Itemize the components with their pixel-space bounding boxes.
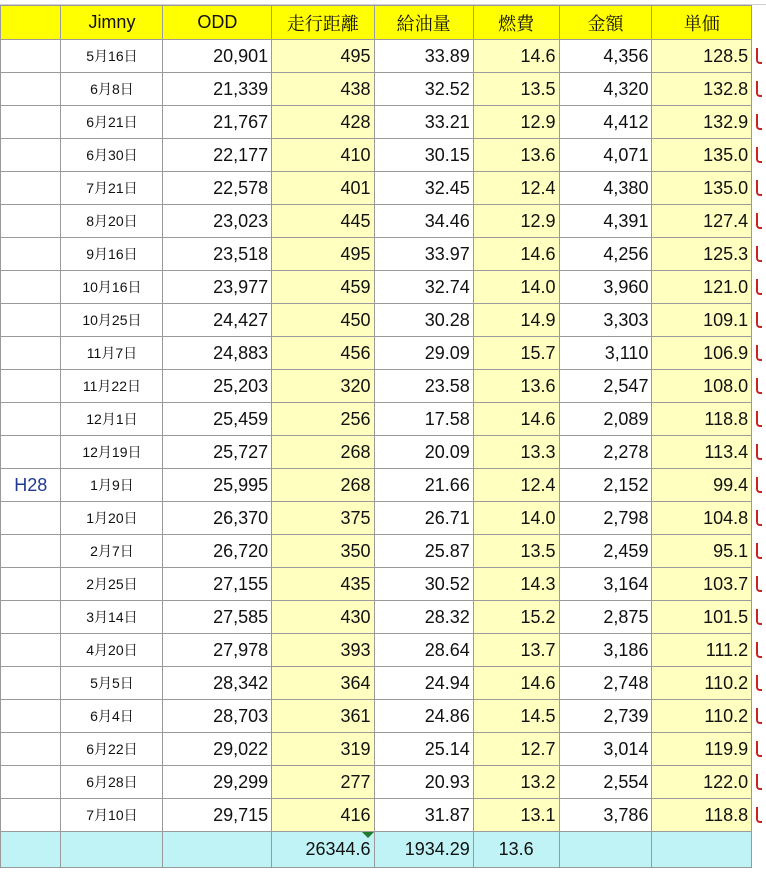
offscreen-cell: [752, 304, 766, 337]
fuel-cell[interactable]: 30.15: [374, 139, 473, 172]
date-cell[interactable]: 5月16日: [61, 40, 163, 73]
economy-cell[interactable]: 13.3: [473, 436, 559, 469]
economy-cell[interactable]: 13.1: [473, 799, 559, 832]
date-cell[interactable]: 7月10日: [61, 799, 163, 832]
overflow-indicator-icon: [756, 114, 762, 130]
date-cell[interactable]: 6月28日: [61, 766, 163, 799]
table-row: [1, 700, 766, 733]
overflow-indicator-icon: [756, 510, 762, 526]
overflow-indicator-icon: [756, 774, 762, 790]
offscreen-cell: [752, 271, 766, 304]
unit-price-cell[interactable]: 111.2: [652, 634, 752, 667]
odd-cell[interactable]: 26,370: [163, 502, 272, 535]
date-cell[interactable]: 1月20日: [61, 502, 163, 535]
header-cell-distance[interactable]: 走行距離: [272, 6, 374, 40]
formula-marker-icon: [362, 832, 374, 838]
amount-cell[interactable]: 4,320: [559, 73, 652, 106]
table-row: [1, 172, 766, 205]
era-cell[interactable]: [1, 271, 61, 304]
amount-cell[interactable]: 3,164: [559, 568, 652, 601]
fuel-cell[interactable]: 33.89: [374, 40, 473, 73]
era-cell[interactable]: [1, 700, 61, 733]
date-cell[interactable]: 11月7日: [61, 337, 163, 370]
unit-price-cell[interactable]: 119.9: [652, 733, 752, 766]
odd-cell[interactable]: 21,339: [163, 73, 272, 106]
amount-cell[interactable]: 2,547: [559, 370, 652, 403]
amount-cell[interactable]: 3,303: [559, 304, 652, 337]
economy-cell[interactable]: 15.2: [473, 601, 559, 634]
offscreen-cell: [752, 469, 766, 502]
overflow-indicator-icon: [756, 312, 762, 328]
era-cell[interactable]: [1, 766, 61, 799]
distance-cell[interactable]: 445: [272, 205, 374, 238]
odd-cell[interactable]: 27,978: [163, 634, 272, 667]
distance-cell[interactable]: 401: [272, 172, 374, 205]
odd-cell[interactable]: 25,995: [163, 469, 272, 502]
offscreen-cell: [752, 73, 766, 106]
overflow-indicator-icon: [756, 741, 762, 757]
fuel-cell[interactable]: 29.09: [374, 337, 473, 370]
era-cell[interactable]: [1, 403, 61, 436]
overflow-indicator-icon: [756, 543, 762, 559]
odd-cell[interactable]: 28,703: [163, 700, 272, 733]
overflow-indicator-icon: [756, 609, 762, 625]
date-cell[interactable]: 6月30日: [61, 139, 163, 172]
overflow-indicator-icon: [756, 411, 762, 427]
totals-row: [1, 832, 766, 868]
unit-price-cell[interactable]: 110.2: [652, 700, 752, 733]
table-row: [1, 106, 766, 139]
odd-cell[interactable]: 22,578: [163, 172, 272, 205]
era-cell[interactable]: [1, 40, 61, 73]
unit-price-cell[interactable]: 122.0: [652, 766, 752, 799]
offscreen-cell: [752, 6, 766, 40]
era-cell[interactable]: [1, 502, 61, 535]
header-cell-fuel[interactable]: 給油量: [374, 6, 473, 40]
fuel-cell[interactable]: 33.21: [374, 106, 473, 139]
header-cell-amount[interactable]: 金額: [559, 6, 652, 40]
economy-cell[interactable]: 14.0: [473, 502, 559, 535]
amount-cell[interactable]: 4,356: [559, 40, 652, 73]
unit-price-cell[interactable]: 95.1: [652, 535, 752, 568]
offscreen-cell: [752, 568, 766, 601]
overflow-indicator-icon: [756, 48, 762, 64]
fuel-cell[interactable]: 31.87: [374, 799, 473, 832]
economy-cell[interactable]: 12.4: [473, 469, 559, 502]
distance-cell[interactable]: 277: [272, 766, 374, 799]
distance-cell[interactable]: 438: [272, 73, 374, 106]
date-cell[interactable]: 4月20日: [61, 634, 163, 667]
odd-cell[interactable]: 24,883: [163, 337, 272, 370]
table-row: [1, 733, 766, 766]
fuel-cell[interactable]: 32.45: [374, 172, 473, 205]
total-cell-date[interactable]: [61, 832, 163, 868]
amount-cell[interactable]: 3,014: [559, 733, 652, 766]
era-cell[interactable]: [1, 304, 61, 337]
unit-price-cell[interactable]: 127.4: [652, 205, 752, 238]
distance-cell[interactable]: 350: [272, 535, 374, 568]
offscreen-cell: [752, 700, 766, 733]
header-cell-unit-price[interactable]: 単価: [652, 6, 752, 40]
unit-price-cell[interactable]: 110.2: [652, 667, 752, 700]
amount-cell[interactable]: 2,798: [559, 502, 652, 535]
economy-cell[interactable]: 14.3: [473, 568, 559, 601]
era-cell[interactable]: [1, 337, 61, 370]
total-cell-odd[interactable]: [163, 832, 272, 868]
table-row: [1, 337, 766, 370]
economy-cell[interactable]: 14.6: [473, 40, 559, 73]
table-row: [1, 73, 766, 106]
offscreen-cell: [752, 535, 766, 568]
unit-price-cell[interactable]: 121.0: [652, 271, 752, 304]
amount-cell[interactable]: 2,278: [559, 436, 652, 469]
fuel-cell[interactable]: 23.58: [374, 370, 473, 403]
distance-cell[interactable]: 456: [272, 337, 374, 370]
economy-cell[interactable]: 12.7: [473, 733, 559, 766]
unit-price-cell[interactable]: 106.9: [652, 337, 752, 370]
offscreen-cell: [752, 436, 766, 469]
total-fuel-cell[interactable]: 1934.29: [374, 832, 473, 868]
era-cell[interactable]: [1, 733, 61, 766]
fuel-cell[interactable]: 20.93: [374, 766, 473, 799]
economy-cell[interactable]: 14.6: [473, 238, 559, 271]
era-cell[interactable]: [1, 601, 61, 634]
odd-cell[interactable]: 29,022: [163, 733, 272, 766]
overflow-indicator-icon: [756, 81, 762, 97]
odd-cell[interactable]: 28,342: [163, 667, 272, 700]
offscreen-cell: [752, 205, 766, 238]
date-cell[interactable]: 6月8日: [61, 73, 163, 106]
odd-cell[interactable]: 20,901: [163, 40, 272, 73]
odd-cell[interactable]: 22,177: [163, 139, 272, 172]
economy-cell[interactable]: 15.7: [473, 337, 559, 370]
amount-cell[interactable]: 4,391: [559, 205, 652, 238]
fuel-cell[interactable]: 33.97: [374, 238, 473, 271]
fuel-cell[interactable]: 24.86: [374, 700, 473, 733]
unit-price-cell[interactable]: 118.8: [652, 403, 752, 436]
distance-cell[interactable]: 256: [272, 403, 374, 436]
distance-cell[interactable]: 495: [272, 40, 374, 73]
table-row: [1, 271, 766, 304]
economy-cell[interactable]: 14.5: [473, 700, 559, 733]
era-cell[interactable]: [1, 238, 61, 271]
economy-cell[interactable]: 14.6: [473, 667, 559, 700]
table-row: [1, 436, 766, 469]
economy-cell[interactable]: 12.9: [473, 205, 559, 238]
odd-cell[interactable]: 21,767: [163, 106, 272, 139]
overflow-indicator-icon: [756, 807, 762, 823]
overflow-indicator-icon: [756, 246, 762, 262]
fuel-cell[interactable]: 32.52: [374, 73, 473, 106]
offscreen-cell: [752, 337, 766, 370]
date-cell[interactable]: 10月25日: [61, 304, 163, 337]
amount-cell[interactable]: 2,875: [559, 601, 652, 634]
date-cell[interactable]: 2月7日: [61, 535, 163, 568]
date-cell[interactable]: 6月21日: [61, 106, 163, 139]
economy-cell[interactable]: 13.5: [473, 535, 559, 568]
offscreen-cell: [752, 832, 766, 868]
table-row: [1, 766, 766, 799]
fuel-cell[interactable]: 20.09: [374, 436, 473, 469]
economy-cell[interactable]: 13.2: [473, 766, 559, 799]
economy-cell[interactable]: 12.9: [473, 106, 559, 139]
distance-cell[interactable]: 361: [272, 700, 374, 733]
overflow-indicator-icon: [756, 444, 762, 460]
offscreen-cell: [752, 403, 766, 436]
table-row: [1, 139, 766, 172]
offscreen-cell: [752, 634, 766, 667]
distance-cell[interactable]: 435: [272, 568, 374, 601]
fuel-cell[interactable]: 25.14: [374, 733, 473, 766]
economy-cell[interactable]: 13.7: [473, 634, 559, 667]
fuel-cell[interactable]: 34.46: [374, 205, 473, 238]
table-row: [1, 799, 766, 832]
era-cell[interactable]: [1, 139, 61, 172]
economy-cell[interactable]: 12.4: [473, 172, 559, 205]
fuel-log-table: [0, 5, 766, 868]
unit-price-cell[interactable]: 135.0: [652, 172, 752, 205]
amount-cell[interactable]: 4,071: [559, 139, 652, 172]
date-cell[interactable]: 5月5日: [61, 667, 163, 700]
offscreen-cell: [752, 238, 766, 271]
date-cell[interactable]: 6月22日: [61, 733, 163, 766]
total-cell-era[interactable]: [1, 832, 61, 868]
distance-cell[interactable]: 268: [272, 436, 374, 469]
amount-cell[interactable]: 2,089: [559, 403, 652, 436]
distance-cell[interactable]: 430: [272, 601, 374, 634]
amount-cell[interactable]: 3,186: [559, 634, 652, 667]
odd-cell[interactable]: 27,155: [163, 568, 272, 601]
era-cell[interactable]: [1, 73, 61, 106]
economy-cell[interactable]: 13.5: [473, 73, 559, 106]
offscreen-cell: [752, 106, 766, 139]
overflow-indicator-icon: [756, 708, 762, 724]
table-row: [1, 601, 766, 634]
table-row: [1, 304, 766, 337]
average-economy-cell[interactable]: 13.6: [473, 832, 559, 868]
era-cell[interactable]: [1, 667, 61, 700]
table-row: [1, 667, 766, 700]
date-cell[interactable]: 12月1日: [61, 403, 163, 436]
economy-cell[interactable]: 14.6: [473, 403, 559, 436]
date-cell[interactable]: 9月16日: [61, 238, 163, 271]
unit-price-cell[interactable]: 132.8: [652, 73, 752, 106]
odd-cell[interactable]: 27,585: [163, 601, 272, 634]
date-cell[interactable]: 2月25日: [61, 568, 163, 601]
odd-cell[interactable]: 26,720: [163, 535, 272, 568]
odd-cell[interactable]: 24,427: [163, 304, 272, 337]
amount-cell[interactable]: 2,748: [559, 667, 652, 700]
table-row: [1, 403, 766, 436]
economy-cell[interactable]: 13.6: [473, 139, 559, 172]
era-cell[interactable]: [1, 535, 61, 568]
offscreen-cell: [752, 502, 766, 535]
fuel-cell[interactable]: 28.64: [374, 634, 473, 667]
table-row: [1, 502, 766, 535]
odd-cell[interactable]: 29,299: [163, 766, 272, 799]
era-cell[interactable]: [1, 205, 61, 238]
date-cell[interactable]: 12月19日: [61, 436, 163, 469]
date-cell[interactable]: 8月20日: [61, 205, 163, 238]
overflow-indicator-icon: [756, 345, 762, 361]
fuel-cell[interactable]: 25.87: [374, 535, 473, 568]
fuel-cell[interactable]: 30.52: [374, 568, 473, 601]
amount-cell[interactable]: 4,412: [559, 106, 652, 139]
table-row: [1, 469, 766, 502]
fuel-cell[interactable]: 26.71: [374, 502, 473, 535]
era-cell[interactable]: [1, 370, 61, 403]
distance-cell[interactable]: 428: [272, 106, 374, 139]
unit-price-cell[interactable]: 99.4: [652, 469, 752, 502]
date-cell[interactable]: 11月22日: [61, 370, 163, 403]
header-cell-economy[interactable]: 燃費: [473, 6, 559, 40]
distance-cell[interactable]: 416: [272, 799, 374, 832]
offscreen-cell: [752, 733, 766, 766]
odd-cell[interactable]: 25,727: [163, 436, 272, 469]
odd-cell[interactable]: 23,023: [163, 205, 272, 238]
unit-price-cell[interactable]: 101.5: [652, 601, 752, 634]
distance-cell[interactable]: 393: [272, 634, 374, 667]
era-cell[interactable]: [1, 568, 61, 601]
offscreen-cell: [752, 172, 766, 205]
unit-price-cell[interactable]: 125.3: [652, 238, 752, 271]
distance-cell[interactable]: 268: [272, 469, 374, 502]
table-row: [1, 238, 766, 271]
offscreen-cell: [752, 667, 766, 700]
distance-cell[interactable]: 364: [272, 667, 374, 700]
amount-cell[interactable]: 4,256: [559, 238, 652, 271]
era-cell[interactable]: [1, 106, 61, 139]
odd-cell[interactable]: 25,459: [163, 403, 272, 436]
total-cell-unit-price[interactable]: [652, 832, 752, 868]
header-cell-jimny[interactable]: Jimny: [61, 6, 163, 40]
offscreen-cell: [752, 370, 766, 403]
amount-cell[interactable]: 4,380: [559, 172, 652, 205]
unit-price-cell[interactable]: 113.4: [652, 436, 752, 469]
odd-cell[interactable]: 29,715: [163, 799, 272, 832]
overflow-indicator-icon: [756, 147, 762, 163]
distance-cell[interactable]: 459: [272, 271, 374, 304]
unit-price-cell[interactable]: 109.1: [652, 304, 752, 337]
unit-price-cell[interactable]: 135.0: [652, 139, 752, 172]
distance-cell[interactable]: 319: [272, 733, 374, 766]
table-row: [1, 370, 766, 403]
table-row: [1, 535, 766, 568]
era-cell[interactable]: [1, 799, 61, 832]
unit-price-cell[interactable]: 103.7: [652, 568, 752, 601]
odd-cell[interactable]: 23,518: [163, 238, 272, 271]
overflow-indicator-icon: [756, 279, 762, 295]
table-row: [1, 40, 766, 73]
unit-price-cell[interactable]: 104.8: [652, 502, 752, 535]
overflow-indicator-icon: [756, 213, 762, 229]
offscreen-cell: [752, 766, 766, 799]
overflow-indicator-icon: [756, 642, 762, 658]
date-cell[interactable]: 10月16日: [61, 271, 163, 304]
date-cell[interactable]: 1月9日: [61, 469, 163, 502]
era-cell[interactable]: [1, 436, 61, 469]
offscreen-cell: [752, 40, 766, 73]
amount-cell[interactable]: 2,554: [559, 766, 652, 799]
fuel-cell[interactable]: 17.58: [374, 403, 473, 436]
offscreen-cell: [752, 601, 766, 634]
economy-cell[interactable]: 14.0: [473, 271, 559, 304]
date-cell[interactable]: 7月21日: [61, 172, 163, 205]
unit-price-cell[interactable]: 132.9: [652, 106, 752, 139]
header-cell-odd[interactable]: ODD: [163, 6, 272, 40]
fuel-cell[interactable]: 30.28: [374, 304, 473, 337]
unit-price-cell[interactable]: 108.0: [652, 370, 752, 403]
unit-price-cell[interactable]: 128.5: [652, 40, 752, 73]
economy-cell[interactable]: 13.6: [473, 370, 559, 403]
odd-cell[interactable]: 25,203: [163, 370, 272, 403]
odd-cell[interactable]: 23,977: [163, 271, 272, 304]
header-row: [1, 6, 766, 40]
amount-cell[interactable]: 3,960: [559, 271, 652, 304]
offscreen-cell: [752, 799, 766, 832]
overflow-indicator-icon: [756, 477, 762, 493]
era-cell[interactable]: [1, 172, 61, 205]
fuel-cell[interactable]: 28.32: [374, 601, 473, 634]
overflow-indicator-icon: [756, 180, 762, 196]
era-cell[interactable]: [1, 634, 61, 667]
distance-cell[interactable]: 450: [272, 304, 374, 337]
economy-cell[interactable]: 14.9: [473, 304, 559, 337]
amount-cell[interactable]: 2,152: [559, 469, 652, 502]
distance-cell[interactable]: 320: [272, 370, 374, 403]
unit-price-cell[interactable]: 118.8: [652, 799, 752, 832]
table-row: [1, 568, 766, 601]
total-cell-amount[interactable]: [559, 832, 652, 868]
era-cell[interactable]: H28: [1, 469, 61, 502]
header-cell-era[interactable]: [1, 6, 61, 40]
table-row: [1, 205, 766, 238]
fuel-cell[interactable]: 21.66: [374, 469, 473, 502]
amount-cell[interactable]: 3,786: [559, 799, 652, 832]
fuel-cell[interactable]: 32.74: [374, 271, 473, 304]
fuel-cell[interactable]: 24.94: [374, 667, 473, 700]
distance-cell[interactable]: 495: [272, 238, 374, 271]
total-distance-cell[interactable]: 26344.6: [272, 832, 374, 868]
distance-cell[interactable]: 375: [272, 502, 374, 535]
amount-cell[interactable]: 2,459: [559, 535, 652, 568]
date-cell[interactable]: 6月4日: [61, 700, 163, 733]
overflow-indicator-icon: [756, 378, 762, 394]
overflow-indicator-icon: [756, 675, 762, 691]
amount-cell[interactable]: 2,739: [559, 700, 652, 733]
overflow-indicator-icon: [756, 576, 762, 592]
table-row: [1, 634, 766, 667]
distance-cell[interactable]: 410: [272, 139, 374, 172]
date-cell[interactable]: 3月14日: [61, 601, 163, 634]
offscreen-cell: [752, 139, 766, 172]
amount-cell[interactable]: 3,110: [559, 337, 652, 370]
